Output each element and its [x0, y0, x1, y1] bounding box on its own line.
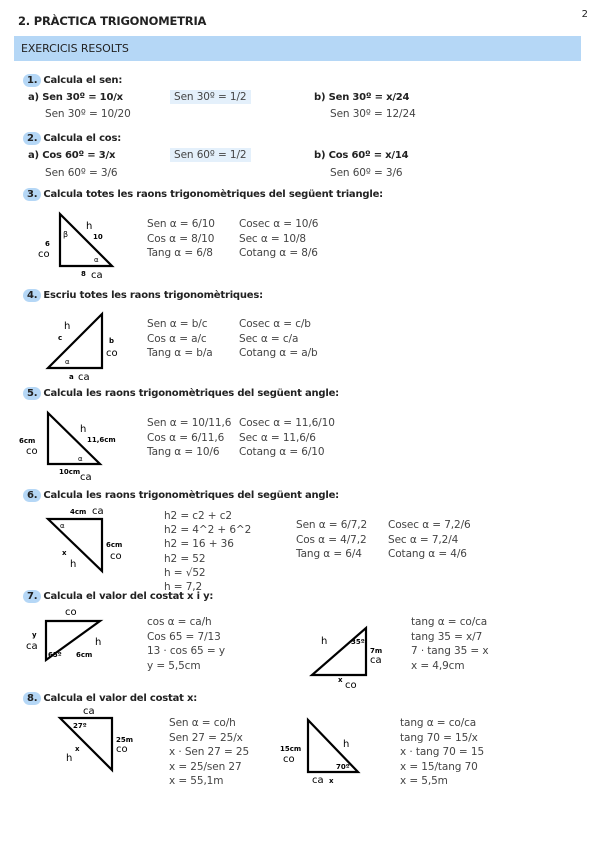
- exercise-instruction: Calcula totes les raons trigonomètriques del següent triangle:: [43, 189, 383, 200]
- step-line: tang 70 = 15/x: [400, 731, 478, 744]
- step-line: x · Sen 27 = 25: [169, 746, 250, 759]
- hyp-value-label: 11,6cm: [87, 436, 116, 444]
- step-line: x = 15/tang 70: [400, 760, 478, 773]
- triangle-shape: [48, 314, 102, 368]
- alpha-label: α: [78, 455, 83, 463]
- ca-label: ca: [370, 655, 382, 666]
- ratio-line: Sec α = 11,6/6: [239, 431, 316, 444]
- exercise-4-heading: [23, 289, 263, 302]
- co-label: co: [65, 607, 77, 618]
- ratio-line: Sen α = 6/7,2: [296, 519, 368, 531]
- step-line: h2 = 4^2 + 6^2: [164, 524, 252, 537]
- ex1-part-a-step: Sen 30º = 10/20: [45, 108, 131, 120]
- co-label: co: [26, 446, 38, 457]
- ratio-line: Cos α = 8/10: [147, 232, 215, 245]
- exercise-number: 7.: [23, 590, 41, 603]
- ca-label: ca: [312, 775, 324, 786]
- ex5-ratios-col2: [239, 416, 335, 460]
- page-title: 2. PRÀCTICA TRIGONOMETRIA: [18, 14, 207, 28]
- section-banner-label: EXERCICIS RESOLTS: [21, 42, 129, 55]
- ex3-triangle-figure: [30, 205, 130, 285]
- exercise-instruction: Calcula les raons trigonomètriques del següent angle:: [43, 490, 339, 501]
- beta-label: β: [63, 230, 69, 239]
- exercise-6-heading: [23, 489, 339, 502]
- h-label: h: [70, 559, 77, 570]
- side-value-label: 6cm: [19, 437, 36, 445]
- base-value-label: 6cm: [76, 651, 93, 659]
- ex8-right-triangle-figure: [278, 713, 368, 789]
- exercise-number: 6.: [23, 489, 41, 502]
- step-line: x = 55,1m: [169, 775, 224, 788]
- step-line: tang α = co/ca: [400, 717, 477, 729]
- co-label: co: [106, 348, 118, 359]
- step-line: Sen α = co/h: [169, 717, 236, 729]
- step-line: y = 5,5cm: [147, 659, 201, 672]
- ratio-line: Cotang α = 4/6: [388, 548, 467, 561]
- ratio-line: Cotang α = 6/10: [239, 446, 325, 459]
- ratio-line: Cosec α = 7,2/6: [388, 519, 471, 531]
- h-label: h: [64, 321, 71, 332]
- ratio-line: Sec α = c/a: [239, 332, 299, 345]
- step-line: Cos 65 = 7/13: [147, 630, 221, 643]
- ex1-hint: Sen 30º = 1/2: [170, 90, 251, 104]
- step-line: tang 35 = x/7: [411, 630, 483, 643]
- step-line: x = 4,9cm: [411, 659, 465, 672]
- section-banner: [14, 36, 581, 61]
- x-label: x: [62, 549, 67, 557]
- ex5-triangle-figure: [14, 405, 124, 485]
- ex7-left-triangle-figure: [20, 602, 130, 666]
- side-value-label: 25m: [116, 736, 134, 744]
- ex2-part-a: a) Cos 60º = 3/x: [28, 150, 116, 161]
- side-value-label: 7m: [370, 647, 383, 655]
- y-label: y: [32, 631, 37, 639]
- ex8-right-solution: [400, 716, 484, 789]
- exercise-number: 8.: [23, 692, 41, 705]
- step-line: h = √52: [164, 566, 206, 579]
- ratio-line: Tang α = 6/8: [147, 247, 213, 260]
- ratio-line: Cotang α = 8/6: [239, 247, 318, 260]
- ex3-ratios-col1: [147, 217, 215, 261]
- ratio-line: Sen α = b/c: [147, 318, 208, 330]
- angle-label: 27º: [73, 722, 87, 730]
- exercise-number: 1.: [23, 74, 41, 87]
- step-line: x = 25/sen 27: [169, 760, 242, 773]
- ratio-line: Tang α = 6/4: [296, 548, 362, 561]
- top-value-label: 4cm: [70, 508, 87, 516]
- hyp-h-label: h: [86, 221, 93, 232]
- exercise-3-heading: [23, 188, 383, 201]
- angle-label: 65º: [48, 651, 62, 659]
- ratio-line: Sen α = 10/11,6: [147, 417, 232, 429]
- side-value-label: 6cm: [106, 541, 123, 549]
- hyp-value-label: 10: [93, 233, 103, 241]
- exercise-instruction: Calcula les raons trigonomètriques del següent angle:: [43, 388, 339, 399]
- ratio-line: Cosec α = c/b: [239, 318, 311, 330]
- x-label: x: [329, 777, 334, 785]
- ratio-line: Tang α = b/a: [147, 347, 213, 360]
- step-line: 7 · tang 35 = x: [411, 645, 489, 658]
- ex7-right-triangle-figure: [300, 620, 390, 692]
- co-label: co: [116, 744, 128, 755]
- base-value-label: 8: [81, 270, 86, 278]
- ratio-line: Cosec α = 11,6/10: [239, 417, 335, 429]
- ratio-line: Cos α = 4/7,2: [296, 533, 367, 546]
- h-label: h: [95, 637, 102, 648]
- ratio-line: Sec α = 7,2/4: [388, 533, 459, 546]
- ratio-line: Cotang α = a/b: [239, 347, 318, 360]
- ex1-part-b-step: Sen 30º = 12/24: [330, 108, 416, 120]
- ex4-ratios-col1: [147, 317, 213, 361]
- ca-label: ca: [80, 472, 92, 483]
- co-label: co: [38, 249, 50, 260]
- step-line: 13 · cos 65 = y: [147, 645, 225, 658]
- ca-label: ca: [26, 641, 38, 652]
- ex8-left-solution: [169, 716, 249, 789]
- step-line: tang α = co/ca: [411, 616, 488, 628]
- ca-label: ca: [92, 506, 104, 517]
- x-label: x: [338, 676, 343, 684]
- page-number: 2: [581, 9, 588, 20]
- ex1-part-a: a) Sen 30º = 10/x: [28, 92, 123, 103]
- triangle-shape: [308, 720, 358, 772]
- a-label: a: [69, 373, 74, 381]
- exercise-instruction: Calcula el valor del costat x:: [43, 693, 198, 704]
- exercise-2-heading: [23, 132, 121, 145]
- step-line: Sen 27 = 25/x: [169, 731, 243, 744]
- side-value-label: 15cm: [280, 745, 302, 753]
- exercise-instruction: Calcula el cos:: [43, 133, 122, 144]
- step-line: h2 = c2 + c2: [164, 510, 232, 522]
- exercise-instruction: Escriu totes les raons trigonomètriques:: [43, 290, 263, 301]
- ex3-ratios-col2: [239, 217, 318, 261]
- exercise-5-heading: [23, 387, 339, 400]
- ex6-ratios-col1: [296, 518, 367, 562]
- ratio-line: Cosec α = 10/6: [239, 218, 319, 230]
- exercise-number: 5.: [23, 387, 41, 400]
- ratio-line: Sen α = 6/10: [147, 218, 215, 230]
- ca-label: ca: [91, 270, 103, 281]
- step-line: cos α = ca/h: [147, 616, 212, 628]
- ex2-part-a-step: Sen 60º = 3/6: [45, 167, 118, 179]
- alpha-label: α: [60, 522, 65, 530]
- ex5-ratios-col1: [147, 416, 231, 460]
- angle-label: 70º: [336, 763, 350, 771]
- step-line: x = 5,5m: [400, 775, 448, 788]
- ratio-line: Sec α = 10/8: [239, 232, 307, 245]
- exercise-instruction: Calcula el valor del costat x i y:: [43, 591, 214, 602]
- step-line: h2 = 16 + 36: [164, 538, 234, 551]
- exercise-instruction: Calcula el sen:: [43, 75, 123, 86]
- ex6-triangle-figure: [30, 503, 140, 583]
- b-label: b: [109, 337, 115, 345]
- x-label: x: [75, 745, 80, 753]
- ca-label: ca: [78, 372, 90, 383]
- co-label: co: [345, 680, 357, 691]
- step-line: h = 7,2: [164, 581, 203, 594]
- ratio-line: Tang α = 10/6: [147, 446, 220, 459]
- ex7-left-solution: [147, 615, 225, 673]
- co-label: co: [110, 551, 122, 562]
- side-value-label: 6: [45, 240, 50, 248]
- base-value-label: 10cm: [59, 468, 81, 476]
- ex2-part-b-step: Sen 60º = 3/6: [330, 167, 403, 179]
- ex4-ratios-col2: [239, 317, 318, 361]
- h-label: h: [80, 424, 87, 435]
- exercise-1-heading: [23, 74, 122, 87]
- c-label: c: [58, 334, 63, 342]
- alpha-label: α: [65, 358, 70, 366]
- ex8-left-triangle-figure: [50, 703, 150, 775]
- h-label: h: [321, 636, 328, 647]
- exercise-number: 4.: [23, 289, 41, 302]
- ex6-ratios-col2: [388, 518, 471, 562]
- ex2-hint: Sen 60º = 1/2: [170, 148, 251, 162]
- step-line: h2 = 52: [164, 552, 206, 565]
- ratio-line: Cos α = a/c: [147, 332, 207, 345]
- co-label: co: [283, 754, 295, 765]
- ex7-right-solution: [411, 615, 488, 673]
- ex1-part-b: b) Sen 30º = x/24: [314, 92, 410, 103]
- ex6-pythagoras-steps: [164, 509, 251, 594]
- exercise-number: 2.: [23, 132, 41, 145]
- ca-label: ca: [83, 706, 95, 717]
- h-label: h: [66, 753, 73, 764]
- h-label: h: [343, 739, 350, 750]
- ex2-part-b: b) Cos 60º = x/14: [314, 150, 409, 161]
- ratio-line: Cos α = 6/11,6: [147, 431, 225, 444]
- angle-label: 35º: [351, 638, 365, 646]
- ex4-triangle-figure: [30, 305, 130, 385]
- step-line: x · tang 70 = 15: [400, 746, 485, 759]
- exercise-number: 3.: [23, 188, 41, 201]
- alpha-label: α: [94, 256, 99, 264]
